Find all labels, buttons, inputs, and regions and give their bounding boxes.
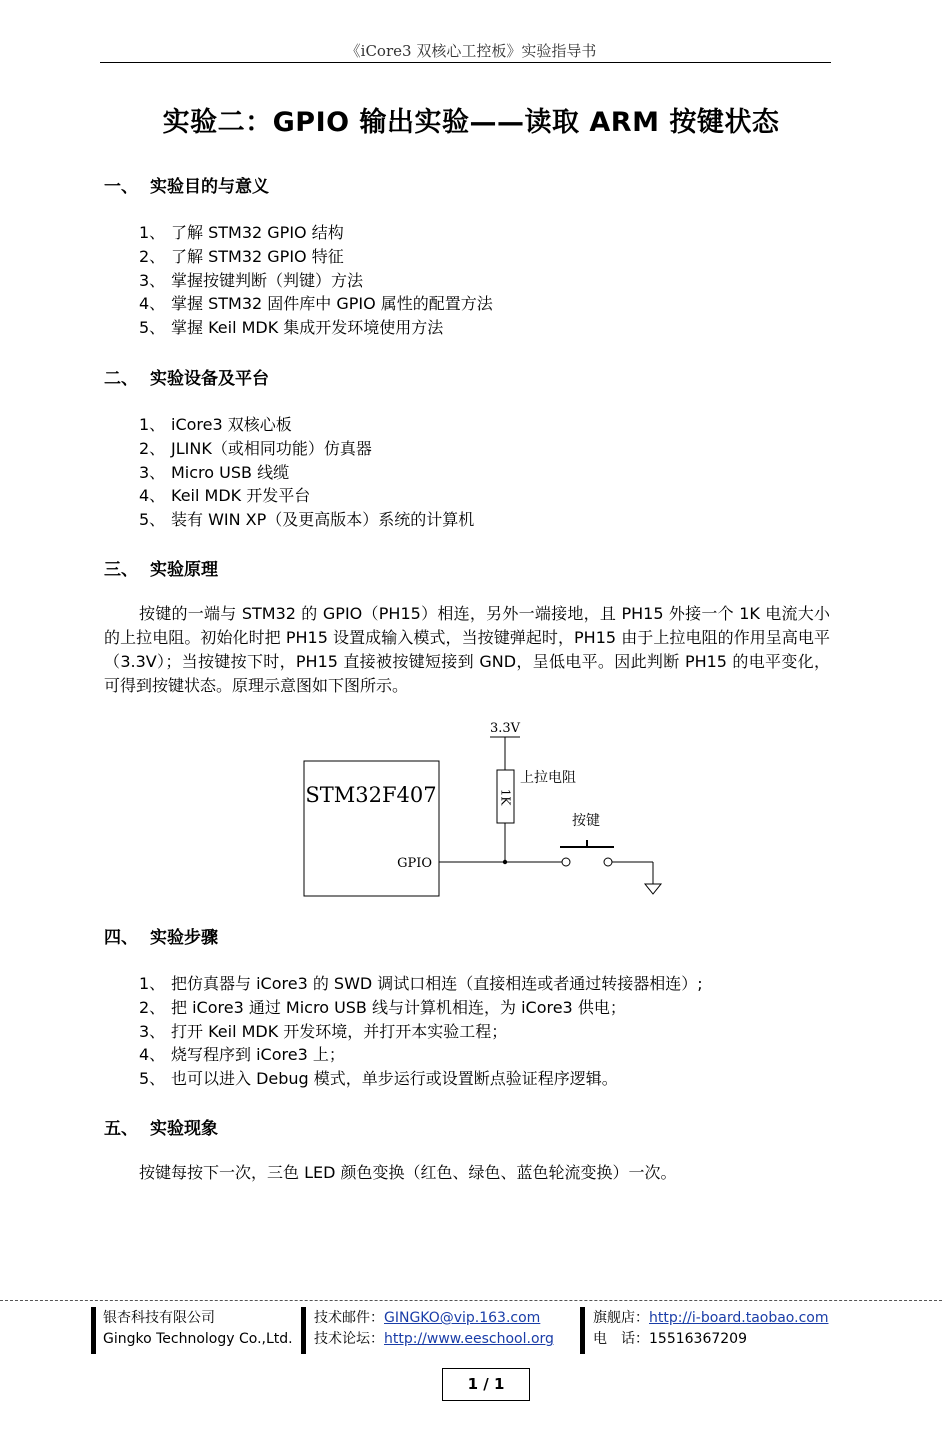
section-number: 一、 <box>104 177 138 197</box>
list-number: 1、 <box>139 974 166 993</box>
list-item <box>139 1019 507 1042</box>
running-header: 《iCore3 双核心工控板》实验指导书 <box>345 42 597 60</box>
list-item <box>139 220 344 243</box>
list-number: 5、 <box>139 1069 166 1088</box>
list-item <box>139 291 493 314</box>
key-label: 按键 <box>572 813 600 829</box>
section-heading-2 <box>104 364 269 389</box>
header-rule <box>100 62 831 63</box>
list-text: 掌握 STM32 固件库中 GPIO 属性的配置方法 <box>171 294 493 313</box>
list-number: 4、 <box>139 1045 166 1064</box>
email-link[interactable]: GINGKO@vip.163.com <box>384 1310 541 1326</box>
list-number: 1、 <box>139 223 166 242</box>
list-item <box>139 412 292 435</box>
list-text: 把仿真器与 iCore3 的 SWD 调试口相连（直接相连或者通过转接器相连）; <box>171 974 703 993</box>
forum-link[interactable]: http://www.eeschool.org <box>384 1331 554 1347</box>
list-number: 5、 <box>139 318 166 337</box>
list-number: 3、 <box>139 1022 166 1041</box>
section-heading-5 <box>104 1114 218 1139</box>
footer-shop <box>593 1308 828 1350</box>
circuit-diagram <box>290 710 680 910</box>
resistor-label: 上拉电阻 <box>520 770 576 786</box>
list-text: 了解 STM32 GPIO 特征 <box>171 247 344 266</box>
document-title: 实验二：GPIO 输出实验——读取 ARM 按键状态 <box>162 107 780 138</box>
list-item <box>139 507 474 530</box>
list-item <box>139 268 363 291</box>
list-item <box>139 436 372 459</box>
list-item <box>139 244 344 267</box>
email-label: 技术邮件： <box>314 1310 384 1326</box>
section-heading-3 <box>104 555 218 580</box>
paragraph-text: 按键每按下一次，三色 LED 颜色变换（红色、绿色、蓝色轮流变换）一次。 <box>139 1163 677 1182</box>
list-text: 了解 STM32 GPIO 结构 <box>171 223 344 242</box>
list-text: 把 iCore3 通过 Micro USB 线与计算机相连，为 iCore3 供电； <box>171 998 626 1017</box>
list-text: 掌握 Keil MDK 集成开发环境使用方法 <box>171 318 444 337</box>
paragraph-text: 按键的一端与 STM32 的 GPIO（PH15）相连，另外一端接地，且 PH15 外接一个 1K 电流大小的上拉电阻。初始化时把 PH15 设置成输入模式，当按键弹起时，PH15 由于上拉电阻的作用呈高电平（3.3V）；当按键按下时，PH15 直接被按键短接到 GND，呈低电平。因此判断 PH15 的电平变化，可得到按键状态。原理示意图如下图所示。 <box>104 604 830 695</box>
list-number: 4、 <box>139 294 166 313</box>
list-number: 2、 <box>139 998 166 1017</box>
list-number: 1、 <box>139 415 166 434</box>
footer-divider <box>0 1300 942 1301</box>
phone-label: 电 话： <box>593 1331 649 1347</box>
footer-company <box>103 1308 293 1350</box>
section-number: 四、 <box>104 928 138 948</box>
junction-dot <box>503 860 507 864</box>
list-text: 也可以进入 Debug 模式，单步运行或设置断点验证程序逻辑。 <box>171 1069 618 1088</box>
section-title: 实验步骤 <box>150 928 218 948</box>
list-number: 5、 <box>139 510 166 529</box>
phenomenon-paragraph <box>104 1161 830 1185</box>
chip-label: STM32F407 <box>305 783 437 807</box>
list-item <box>139 971 703 994</box>
footer-bar <box>580 1307 585 1354</box>
section-title: 实验原理 <box>150 560 218 580</box>
pin-label: GPIO <box>397 856 432 871</box>
chip-box <box>304 761 439 896</box>
shop-label: 旗舰店： <box>593 1310 649 1326</box>
section-heading-1 <box>104 172 269 197</box>
section-number: 二、 <box>104 369 138 389</box>
list-text: iCore3 双核心板 <box>171 415 292 434</box>
page-number: 1 / 1 <box>442 1368 530 1401</box>
section-title: 实验目的与意义 <box>150 177 269 197</box>
list-number: 3、 <box>139 463 166 482</box>
vcc-label: 3.3V <box>489 721 521 736</box>
list-text: JLINK（或相同功能）仿真器 <box>171 439 372 458</box>
footer-bar <box>91 1307 96 1354</box>
list-number: 4、 <box>139 486 166 505</box>
switch-contact-left <box>562 858 570 866</box>
shop-link[interactable]: http://i-board.taobao.com <box>649 1310 829 1326</box>
list-number: 3、 <box>139 271 166 290</box>
resistor-value: 1K <box>498 788 513 806</box>
company-name-en: Gingko Technology Co.,Ltd. <box>103 1331 293 1347</box>
switch-contact-right <box>604 858 612 866</box>
list-text: 打开 Keil MDK 开发环境，并打开本实验工程； <box>171 1022 508 1041</box>
section-number: 三、 <box>104 560 138 580</box>
section-title: 实验现象 <box>150 1119 218 1139</box>
company-name-cn: 银杏科技有限公司 <box>103 1310 215 1326</box>
list-number: 2、 <box>139 247 166 266</box>
phone-number: 15516367209 <box>649 1331 747 1347</box>
list-item <box>139 483 310 506</box>
list-number: 2、 <box>139 439 166 458</box>
list-item <box>139 1066 618 1089</box>
list-item <box>139 995 626 1018</box>
footer-bar <box>301 1307 306 1354</box>
list-text: Keil MDK 开发平台 <box>171 486 311 505</box>
ground-icon <box>645 884 661 894</box>
section-title: 实验设备及平台 <box>150 369 269 389</box>
list-item <box>139 315 443 338</box>
list-item <box>139 460 289 483</box>
list-text: 装有 WIN XP（及更高版本）系统的计算机 <box>171 510 475 529</box>
list-text: Micro USB 线缆 <box>171 463 290 482</box>
footer-contact <box>314 1308 554 1350</box>
section-heading-4 <box>104 923 218 948</box>
forum-label: 技术论坛： <box>314 1331 384 1347</box>
list-item <box>139 1042 345 1065</box>
principle-paragraph <box>104 602 830 698</box>
list-text: 烧写程序到 iCore3 上； <box>171 1045 345 1064</box>
list-text: 掌握按键判断（判键）方法 <box>171 271 364 290</box>
section-number: 五、 <box>104 1119 138 1139</box>
